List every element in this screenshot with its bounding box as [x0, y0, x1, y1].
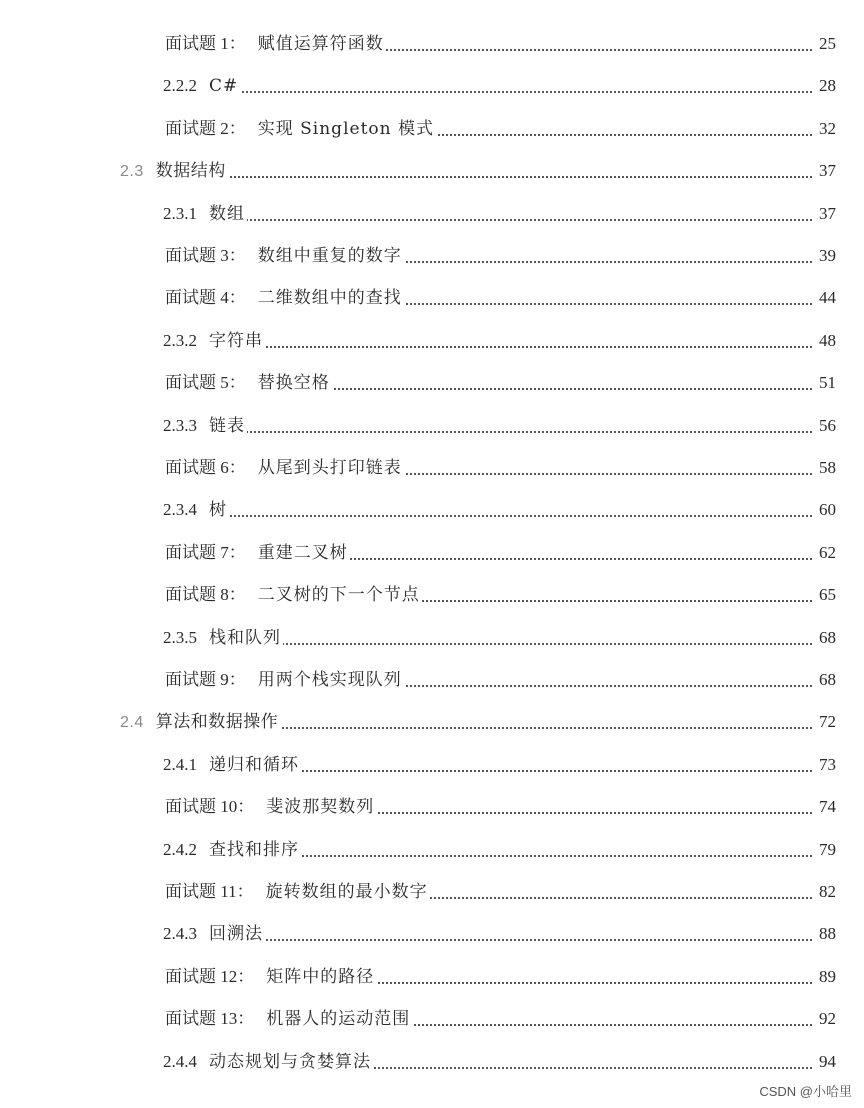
toc-question — [0, 660, 864, 694]
toc-entry-number: 面试题 12： — [165, 966, 255, 986]
toc-entry-page: 56 — [819, 415, 836, 435]
toc-entry-page: 32 — [819, 118, 836, 138]
toc-entry-page: 28 — [819, 76, 836, 96]
toc-entry-page: 73 — [819, 754, 836, 774]
toc-entry-number: 2.3.2 — [163, 330, 197, 350]
toc-entry-number: 2.4.3 — [163, 924, 197, 944]
toc-entry-number: 2.3 — [120, 163, 144, 181]
toc-entry-title: 回溯法 — [209, 924, 263, 945]
toc-entry-title: 二维数组中的查找 — [257, 288, 402, 309]
dot-leader — [173, 346, 812, 348]
toc-subsection — [0, 618, 864, 652]
toc-entry-label — [165, 580, 422, 605]
toc-entry-page: 68 — [819, 627, 836, 647]
toc-question — [0, 957, 864, 991]
toc-question — [0, 278, 864, 312]
toc-entry-page: 25 — [819, 34, 836, 53]
toc-entry-number: 面试题 13： — [165, 1009, 255, 1029]
watermark: CSDN @小哈里 — [759, 1084, 852, 1099]
toc-entry-label — [163, 199, 247, 224]
toc-entry-number: 面试题 3： — [165, 246, 246, 265]
toc-entry-page: 62 — [819, 542, 836, 562]
dot-leader — [173, 431, 812, 433]
toc-entry-label — [163, 76, 240, 96]
toc-entry-title: 赋值运算符函数 — [257, 34, 384, 54]
toc-entry-number: 面试题 9： — [165, 670, 246, 689]
toc-entry-page: 72 — [819, 712, 836, 732]
toc-entry-number: 2.4.4 — [163, 1051, 197, 1071]
toc-entry-title: 替换空格 — [257, 373, 330, 394]
toc-entry-title: 栈和队列 — [209, 627, 281, 648]
toc-entry-title: 字符串 — [209, 330, 263, 351]
dot-leader — [173, 515, 812, 517]
toc-entry-number: 面试题 1： — [165, 34, 246, 53]
toc-entry-label — [165, 538, 350, 563]
toc-subsection — [0, 830, 864, 864]
toc-subsection — [0, 745, 864, 779]
toc-entry-number: 2.4.2 — [163, 839, 197, 859]
toc-entry-label — [163, 835, 301, 860]
toc-question — [0, 575, 864, 609]
toc-entry-label — [165, 877, 430, 902]
toc-entry-number: 面试题 8： — [165, 585, 246, 605]
toc-entry-page: 74 — [819, 797, 836, 817]
toc-entry-title: 数组 — [209, 203, 245, 224]
toc-entry-label — [165, 792, 376, 817]
toc-entry-title: 斐波那契数列 — [266, 797, 375, 818]
toc-entry-label — [163, 623, 283, 648]
toc-question — [0, 363, 864, 397]
toc-entry-title: 矩阵中的路径 — [266, 966, 375, 987]
toc-question — [0, 236, 864, 270]
toc-question — [0, 24, 864, 58]
toc-entry-title: 旋转数组的最小数字 — [265, 882, 428, 902]
toc-entry-number: 2.4 — [120, 714, 144, 732]
toc-entry-page: 88 — [819, 924, 836, 944]
toc-question — [0, 448, 864, 482]
toc-entry-title: 二叉树的下一个节点 — [257, 585, 420, 606]
toc-entry-page: 92 — [819, 1009, 836, 1029]
dot-leader — [130, 176, 812, 178]
toc-entry-number: 2.3.3 — [163, 415, 197, 435]
toc-subsection — [0, 914, 864, 948]
toc-question — [0, 109, 864, 143]
dot-leader — [173, 939, 812, 941]
toc-entry-title: 递归和循环 — [209, 754, 299, 775]
toc-entry-title: 动态规划与贪婪算法 — [209, 1051, 371, 1072]
toc-entry-title: 链表 — [209, 415, 245, 436]
toc-entry-number: 2.3.4 — [163, 500, 197, 520]
dot-leader — [173, 219, 812, 221]
toc-entry-number: 面试题 4： — [165, 288, 246, 308]
toc-entry-label — [165, 29, 386, 54]
toc-entry-title: 机器人的运动范围 — [266, 1009, 411, 1030]
toc-subsection — [0, 1042, 864, 1076]
toc-entry-title: 重建二叉树 — [257, 542, 348, 563]
toc-entry-page: 51 — [819, 373, 836, 393]
toc-entry-label — [163, 1047, 373, 1072]
toc-entry-label — [165, 453, 404, 478]
toc-entry-title: 用两个栈实现队列 — [257, 670, 402, 690]
toc-entry-title: 实现 Singleton 模式 — [257, 118, 434, 139]
toc-entry-page: 82 — [819, 882, 836, 901]
toc-entry-title: 数组中重复的数字 — [257, 246, 402, 266]
toc-entry-label — [163, 411, 247, 436]
toc-entry-page: 60 — [819, 500, 836, 520]
toc-entry-label — [120, 707, 280, 732]
toc-entry-number: 2.3.5 — [163, 627, 197, 647]
toc-entry-page: 37 — [819, 161, 836, 181]
toc-entry-number: 面试题 6： — [165, 458, 246, 477]
toc-entry-title: 算法和数据操作 — [155, 712, 279, 733]
toc-entry-number: 2.2.2 — [163, 76, 197, 96]
toc-section — [0, 702, 864, 736]
toc-entry-number: 面试题 10： — [165, 797, 255, 817]
toc-entry-title: 树 — [209, 500, 227, 521]
toc-entry-page: 48 — [819, 330, 836, 350]
toc-question — [0, 999, 864, 1033]
toc-section — [0, 151, 864, 185]
toc-entry-number: 2.3.1 — [163, 203, 197, 223]
toc-entry-label — [163, 750, 301, 775]
toc-entry-number: 面试题 7： — [165, 542, 246, 562]
toc-entry-page: 39 — [819, 246, 836, 265]
toc-question — [0, 872, 864, 906]
toc-entry-title: 数据结构 — [155, 161, 226, 182]
toc-entry-label — [165, 368, 332, 393]
toc-entry-label — [165, 665, 404, 690]
toc-entry-label — [163, 326, 265, 351]
toc-entry-number: 面试题 2： — [165, 118, 246, 138]
dot-leader — [173, 91, 812, 93]
toc-entry-page: 89 — [819, 966, 836, 986]
toc-entry-label — [165, 283, 404, 308]
toc-entry-title: 查找和排序 — [209, 839, 299, 860]
toc-entry-title: C# — [209, 76, 239, 97]
toc-entry-label — [165, 114, 436, 139]
toc-subsection — [0, 406, 864, 440]
toc-entry-page: 65 — [819, 585, 836, 605]
toc-entry-label — [165, 962, 376, 987]
toc-entry-label — [165, 241, 404, 266]
toc-subsection — [0, 321, 864, 355]
toc-entry-page: 94 — [819, 1051, 836, 1071]
toc-entry-page: 79 — [819, 839, 836, 859]
toc-entry-number: 面试题 11： — [165, 882, 254, 901]
toc-entry-page: 68 — [819, 670, 836, 689]
toc-entry-page: 44 — [819, 288, 836, 308]
toc-subsection — [0, 194, 864, 228]
toc-question — [0, 787, 864, 821]
toc-entry-label — [120, 156, 228, 181]
toc-entry-title: 从尾到头打印链表 — [257, 458, 402, 478]
toc-entry-number: 面试题 5： — [165, 373, 246, 393]
toc-entry-page: 58 — [819, 458, 836, 477]
toc-subsection — [0, 66, 864, 100]
toc-question — [0, 533, 864, 567]
toc-entry-page: 37 — [819, 203, 836, 223]
toc-entry-label — [165, 1004, 412, 1029]
toc-entry-label — [163, 919, 265, 944]
toc-entry-label — [163, 495, 229, 520]
toc-subsection — [0, 490, 864, 524]
toc-entry-number: 2.4.1 — [163, 754, 197, 774]
